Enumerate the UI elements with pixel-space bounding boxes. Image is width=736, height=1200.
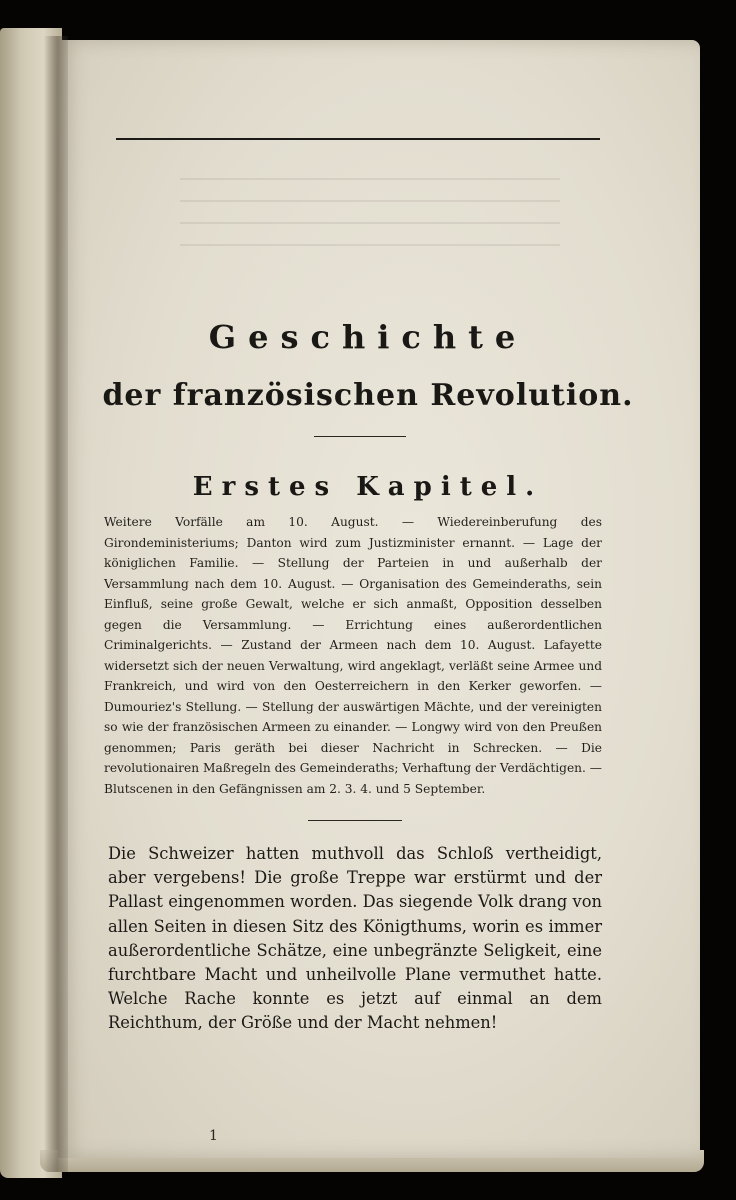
body-paragraph: Die Schweizer hatten muthvoll das Schloß vertheidigt, aber vergebens! Die große Treppe war erstürmt und der Pallast eingenommen worden. Das siegende Volk drang von allen Seiten in diesen Sitz des Königthums, worin es immer außerordentliche Schätze, eine unbegränzte Seligkeit, eine furchtbare Macht und unheilvolle Plane vermuthet hatte. Welche Rache konnte es jetzt auf einmal an dem Reichthum, der Größe und der Macht nehmen! [108,844,602,1033]
chapter-summary: Weitere Vorfälle am 10. August. — Wiedereinberufung des Girondeministeriums; Danton wird zum Justizminister ernannt. — Lage der königlichen Familie. — Stellung der Parteien in und außerhalb der Versammlung nach dem 10. August. — Organisation des Gemeinderaths, sein Einfluß, seine große Gewalt, welche er sich anmaßt, Opposition desselben gegen die Versammlung. — Errichtung eines außerordentlichen Criminalgerichts. — Zustand der Armeen nach dem 10. August. Lafayette widersetzt sich der neuen Verwaltung, wird angeklagt, verläßt seine Armee und Frankreich, und wird von den Oesterreichern in den Kerker geworfen. — Dumouriez's Stellung. — Stellung der auswärtigen Mächte, und der vereinigten so wie der französischen Armeen zu einander. — Longwy wird von den Preußen genommen; Paris geräth bei dieser Nachricht in Schrecken. — Die revolutionairen Maßregeln des Gemeinderaths; Verhaftung der Verdächtigen. — Blutscenen in den Gefängnissen am 2. 3. 4. und 5 September. [104,515,602,796]
signature-mark: 1 [209,1128,218,1144]
top-rule [116,138,600,140]
book-title: Geschichte [208,318,528,356]
show-through-text [180,178,560,248]
title-divider [314,436,406,437]
book-gutter [44,36,68,1172]
book-subtitle: der französischen Revolution. [102,378,634,413]
chapter-heading: Erstes Kapitel. [192,472,544,502]
summary-divider [308,820,402,821]
